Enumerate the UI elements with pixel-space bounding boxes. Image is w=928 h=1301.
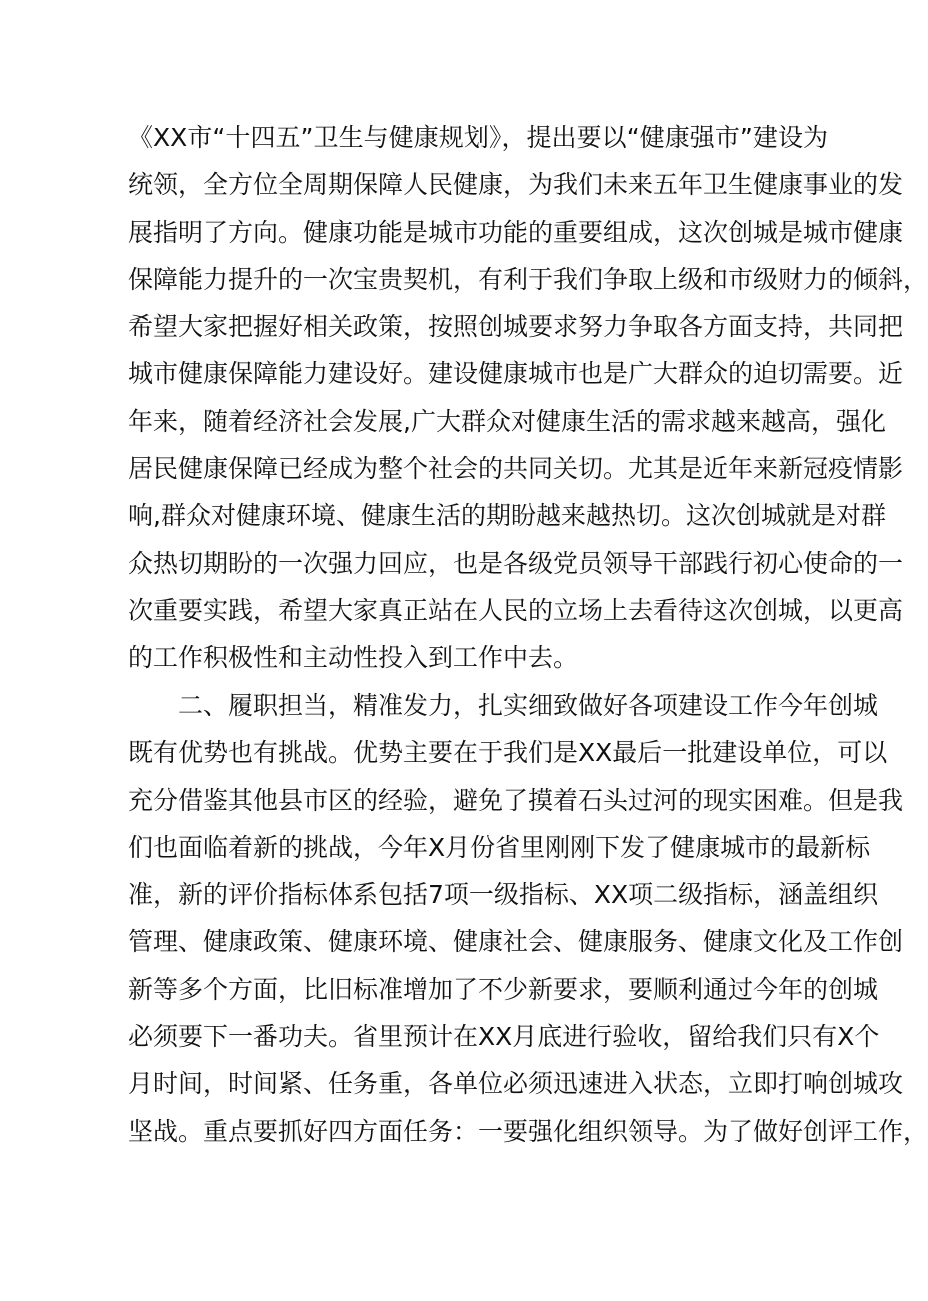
text-line: 新等多个方面，比旧标准增加了不少新要求，要顺利通过今年的创城 <box>128 974 879 1004</box>
text-line: 《XX市“十四五”卫生与健康规划》，提出要以“健康强市”建设为 <box>128 123 828 152</box>
text-line: 必须要下一番功夫。省里预计在XX月底进行验收，留给我们只有X个 <box>128 1022 880 1052</box>
text-line: 月时间，时间紧、任务重，各单位必须迅速进入状态，立即打响创城攻 <box>128 1069 904 1099</box>
paragraph-2 <box>128 682 928 1155</box>
text-line: 保障能力提升的一次宝贵契机，有利于我们争取上级和市级财力的倾斜， <box>128 264 928 294</box>
text-line: 既有优势也有挑战。优势主要在于我们是XX最后一批建设单位，可以 <box>128 738 888 768</box>
paragraph-1 <box>128 114 928 682</box>
text-line: 居民健康保障已经成为整个社会的共同关切。尤其是近年来新冠疫情影 <box>128 454 904 484</box>
text-line: 准，新的评价指标体系包括7项一级指标、XX项二级指标，涵盖组织 <box>128 880 879 910</box>
text-line: 的工作积极性和主动性投入到工作中去。 <box>128 643 579 673</box>
text-line: 坚战。重点要抓好四方面任务：一要强化组织领导。为了做好创评工作， <box>128 1116 928 1146</box>
text-line: 响,群众对健康环境、健康生活的期盼越来越热切。这次创城就是对群 <box>128 501 886 531</box>
text-line: 管理、健康政策、健康环境、健康社会、健康服务、健康文化及工作创 <box>128 927 904 957</box>
text-line: 统领，全方位全周期保障人民健康，为我们未来五年卫生健康事业的发 <box>128 170 904 200</box>
text-line: 充分借鉴其他县市区的经验，避免了摸着石头过河的现实困难。但是我 <box>128 785 904 815</box>
text-line: 二、履职担当，精准发力，扎实细致做好各项建设工作今年创城 <box>178 691 879 720</box>
text-line: 年来，随着经济社会发展,广大群众对健康生活的需求越来越高，强化 <box>128 406 886 436</box>
text-line: 们也面临着新的挑战，今年X月份省里刚刚下发了健康城市的最新标 <box>128 832 871 862</box>
text-line: 展指明了方向。健康功能是城市功能的重要组成，这次创城是城市健康 <box>128 217 904 247</box>
text-line: 希望大家把握好相关政策，按照创城要求努力争取各方面支持，共同把 <box>128 312 904 342</box>
text-line: 城市健康保障能力建设好。建设健康城市也是广大群众的迫切需要。近 <box>128 359 904 389</box>
text-line: 众热切期盼的一次强力回应，也是各级党员领导干部践行初心使命的一 <box>128 548 904 578</box>
text-line: 次重要实践，希望大家真正站在人民的立场上去看待这次创城，以更高 <box>128 595 904 625</box>
